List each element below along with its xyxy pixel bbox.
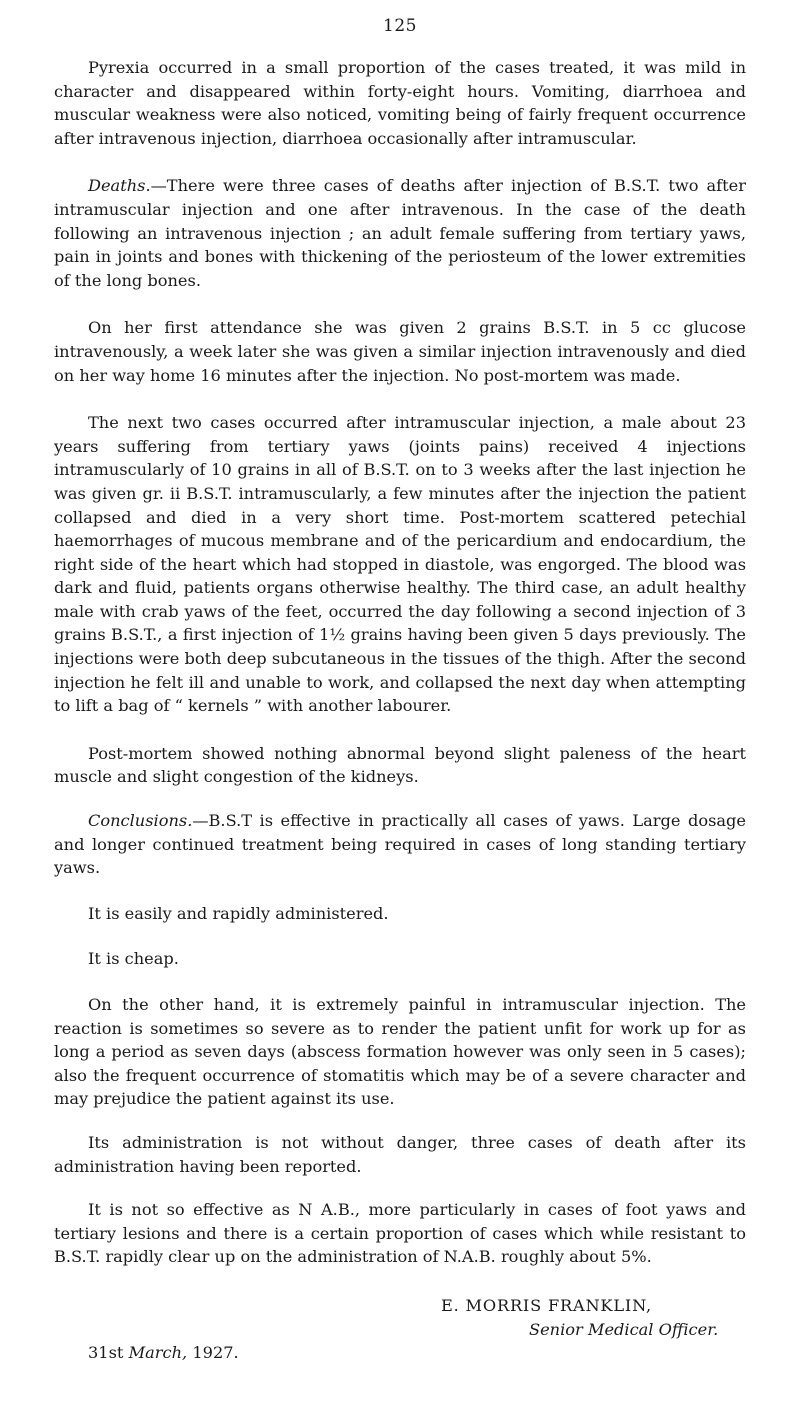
paragraph-side-effects: Pyrexia occurred in a small proportion of the cases treated, it was mild in character and disappeared within forty-eight hours. Vomiting, diarrhoea and muscular weakness were also noticed, vomiting being of fairly frequent occurrence after intravenous injection, diarrhoea occasionally after intramuscular. xyxy=(54,58,746,148)
paragraph-effectiveness: It is not so effective as N A.B., more particularly in cases of foot yaws and tertiary lesions and there is a certain proportion of cases which while resistant to B.S.T. rapidly clear up on the administration of N.A.B. roughly about 5%. xyxy=(54,1200,746,1267)
signature-block xyxy=(395,1294,775,1342)
paragraph-post-mortem: Post-mortem showed nothing abnormal beyond slight paleness of the heart muscle and slight congestion of the kidneys. xyxy=(54,743,746,787)
page-number: 125 xyxy=(383,16,417,36)
signature-name: E. MORRIS FRANKLIN, xyxy=(441,1296,652,1315)
paragraph-easily-administered: It is easily and rapidly administered. xyxy=(88,903,389,923)
signature-title: Senior Medical Officer. xyxy=(529,1320,719,1339)
deaths-heading: Deaths. xyxy=(88,176,151,196)
document-date xyxy=(88,1343,239,1362)
conclusions-heading: Conclusions. xyxy=(88,811,193,831)
paragraph-cheap: It is cheap. xyxy=(88,949,179,969)
paragraph-intramuscular-deaths: The next two cases occurred after intramuscular injection, a male about 23 years suffering from tertiary yaws (joints pains) received 4 injections intramuscularly of 10 grains in all of B.S.T. on to 3 weeks after the last injection he was given gr. ii B.S.T. intramuscularly, a few minutes after the injection the patient collapsed and died in a very short time. Post-mortem scattered petechial haemorrhages of mucous membrane and of the pericardium and endocardium, the right side of the heart which had stopped in diastole, was engorged. The blood was dark and fluid, patients organs otherwise healthy. The third case, an adult healthy male with crab yaws of the feet, occurred the day following a second injection of 3 grains B.S.T., a first injection of 1½ grains having been given 5 days previously. The injections were both deep subcutaneous in the tissues of the thigh. After the second injection he felt ill and unable to work, and collapsed the next day when attempting to lift a bag of “ kernels ” with another labourer. xyxy=(54,413,746,716)
date-month: March, xyxy=(128,1343,188,1362)
date-year: 1927. xyxy=(192,1343,239,1362)
paragraph-first-death: On her first attendance she was given 2 grains B.S.T. in 5 cc glucose intravenously, a week later she was given a similar injection intravenously and died on her way home 16 minutes after the injection. No post-mortem was made. xyxy=(54,318,746,385)
deaths-text: —There were three cases of deaths after injection of B.S.T. two after intramuscular injection and one after intravenous. In the case of the death following an intravenous injection ; an adult female suffering from tertiary yaws, pain in joints and bones with thickening of the periosteum of the lower extremities of the long bones. xyxy=(54,176,746,290)
paragraph-painful: On the other hand, it is extremely painful in intramuscular injection. The reaction is sometimes so severe as to render the patient unfit for work up for as long a period as seven days (abscess formation however was only seen in 5 cases); also the frequent occurrence of stomatitis which may be of a severe character and may prejudice the patient against its use. xyxy=(54,995,746,1109)
paragraph-danger: Its administration is not without danger, three cases of death after its administration having been reported. xyxy=(54,1132,746,1176)
conclusions-text: —B.S.T is effective in practically all cases of yaws. Large dosage and longer continued treatment being required in cases of long standing tertiary yaws. xyxy=(54,811,746,878)
paragraph-deaths xyxy=(54,174,746,292)
date-day: 31st xyxy=(88,1343,124,1362)
document-body xyxy=(54,56,746,1293)
paragraph-conclusions xyxy=(54,809,746,880)
